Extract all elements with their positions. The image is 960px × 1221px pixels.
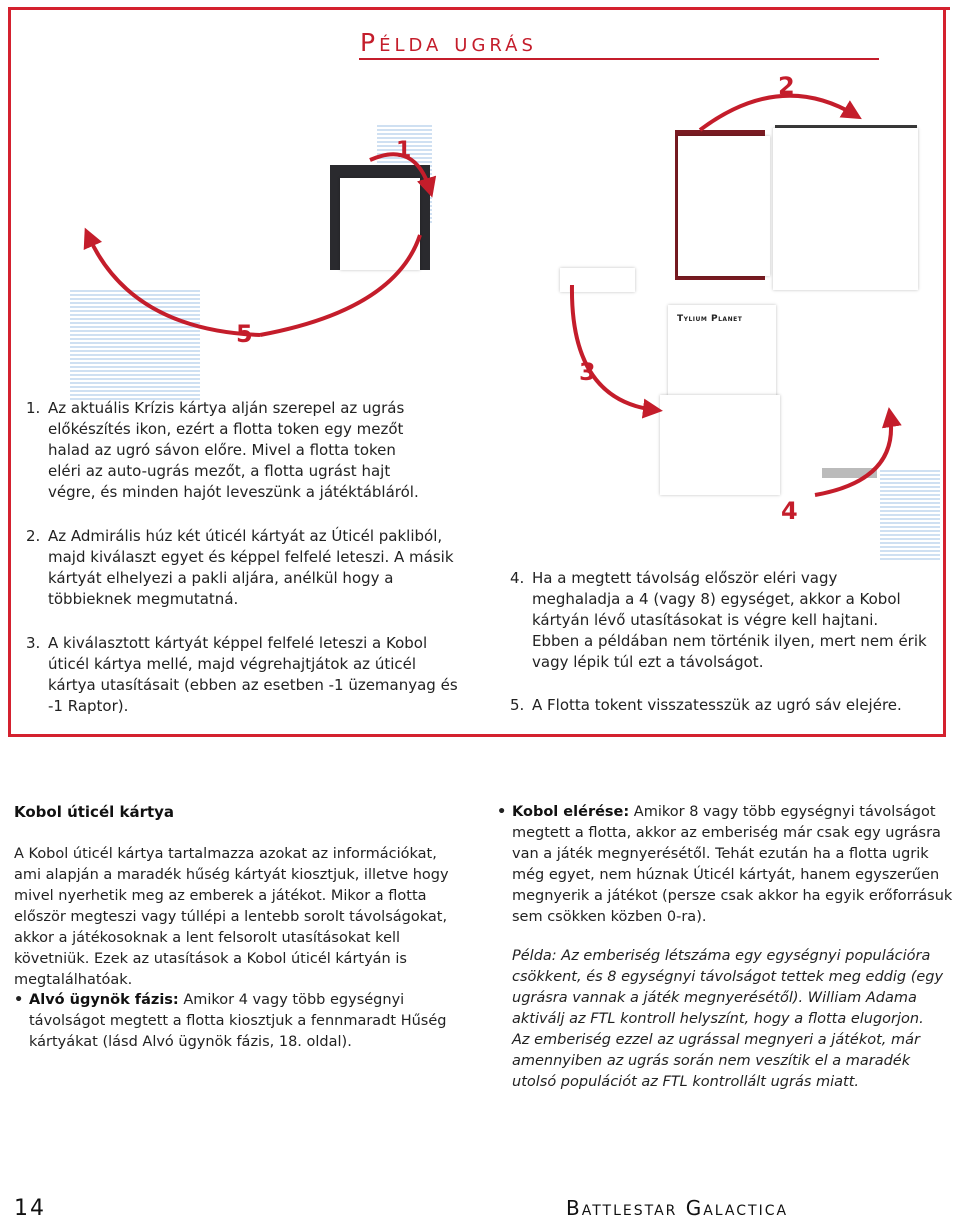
kobol-intro: A Kobol úticél kártya tartalmazza azokat az információkat, ami alapján a maradék hűség kártyát kiosztjuk, illetve hogy mivel nyerhetik meg az emberek a játékot. Mikor a flotta először megteszi vagy túllépi a lentebb sorolt távolságokat, akkor a játékosoknak a lent felsorolt utasításokat kell követniük. Ezek az utasítások a Kobol úticél kártyán is megtalálhatóak. (14, 846, 449, 988)
arrow-4 (815, 415, 891, 495)
tylium-planet-label: Tylium Planet (677, 314, 743, 324)
bullet-reach-kobol (497, 802, 957, 928)
page-number: 14 (14, 1196, 46, 1221)
step-2-number: 2. (26, 527, 41, 545)
example-text (512, 946, 952, 1093)
arrow-3 (572, 285, 655, 410)
bullet-sleeper-label: Alvó ügynök fázis: (29, 992, 179, 1008)
step-3-text: A kiválasztott kártyát képpel felfelé leteszi a Kobol úticél kártya mellé, majd végrehajtjátok az úticél kártya utasításait (ebben az esetben -1 üzemanyag és -1 Raptor). (48, 634, 458, 715)
step-1-number: 1. (26, 399, 41, 417)
bullet-dot: • (497, 804, 507, 820)
kobol-heading: Kobol úticél kártya (14, 803, 175, 821)
arrow-5-tail (260, 235, 420, 335)
step-3 (26, 633, 466, 717)
page-title: Példa ugrás (360, 28, 537, 57)
example-paragraph-1: Példa: Az emberiség létszáma egy egységnyi populációra csökkent, és 8 egységnyi távolságot tettek meg eddig (egy ugrásra vannak a játék megnyerésétől). William Adama aktiválj az FTL kontroll helyszínt, hogy a flotta elugorjon. (512, 948, 944, 1027)
diagram-label-1: 1 (396, 138, 412, 163)
step-3-number: 3. (26, 634, 41, 652)
step-1-text: Az aktuális Krízis kártya alján szerepel az ugrás előkészítés ikon, ezért a flotta token egy mezőt halad az ugró sávon előre. Mivel a flotta token eléri az auto-ugrás mezőt, a flotta ugrást hajt végre, és minden hajót leveszünk a játéktábláról. (48, 399, 419, 501)
step-4-number: 4. (510, 569, 525, 587)
arrow-5 (88, 235, 260, 335)
step-1 (26, 398, 431, 503)
example-paragraph-2: Az emberiség ezzel az ugrással megnyeri a játékot, már amennyiben az ugrás során nem veszítik el a maradék utolsó populációt az FTL kontrollált ugrás miatt. (512, 1032, 920, 1090)
bullet-sleeper-text: Amikor 4 vagy több egységnyi távolságot megtett a flotta kiosztjuk a fennmaradt Hűség kártyákat (lásd Alvó ügynök fázis, 18. oldal). (29, 992, 447, 1050)
step-2 (26, 526, 466, 610)
diagram-label-3: 3 (579, 358, 596, 386)
diagram-label-4: 4 (781, 497, 798, 525)
step-5 (510, 695, 930, 716)
step-4-text: Ha a megtett távolság először eléri vagy meghaladja a 4 (vagy 8) egységet, akkor a Kobol kártyán lévő utasításokat is végre kell hajtani. Ebben a példában nem történik ilyen, mert nem érik vagy lépik túl ezt a távolságot. (532, 569, 927, 671)
step-4 (510, 568, 930, 673)
bullet-kobol-label: Kobol elérése: (512, 804, 630, 820)
diagram-label-2: 2 (778, 72, 795, 100)
step-5-text: A Flotta tokent visszatesszük az ugró sáv elejére. (532, 696, 902, 714)
step-5-number: 5. (510, 696, 525, 714)
bullet-sleeper-phase (14, 990, 456, 1053)
step-2-text: Az Admirális húz két úticél kártyát az Úticél pakliból, majd kiválaszt egyet és képpel felfelé leteszi. A másik kártyát elhelyezi a pakli aljára, anélkül hogy a többieknek megmutatná. (48, 527, 454, 608)
bullet-dot: • (14, 992, 24, 1008)
diagram-label-5: 5 (236, 320, 253, 348)
arrow-2 (700, 96, 855, 130)
footer-title: Battlestar Galactica (566, 1196, 789, 1220)
bullet-kobol-text: Amikor 8 vagy több egységnyi távolságot megtett a flotta, akkor az emberiség már csak egy ugrásra van a játék megnyerésétől. Tehát ezután ha a flotta ugrik még egyet, nem húznak Úticél kártyát, hanem egyszerűen megnyerik a játékot (persze csak akkor ha egyik erőforrásuk sem csökken közben 0-ra). (512, 804, 953, 925)
